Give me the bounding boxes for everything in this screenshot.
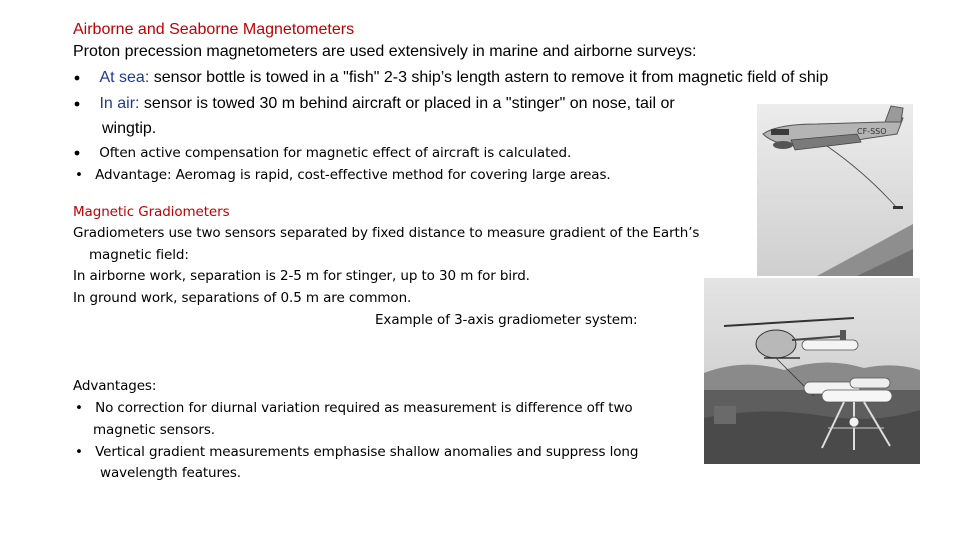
bullet-at-sea [73,67,828,89]
advantage-item-1 [75,398,633,420]
advantage-item-2 [75,442,638,464]
section-title-magnetometers: Airborne and Seaborne Magnetometers [73,21,355,38]
helicopter-gradiometer-image [704,278,920,464]
bullet-in-air [73,93,675,115]
intro-text: Proton precession magnetometers are used extensively in marine and airborne surveys: [73,43,697,60]
gradiometer-line3: In ground work, separations of 0.5 m are common. [73,290,412,306]
bullet-icon [75,75,80,80]
gradiometer-line1: Gradiometers use two sensors separated by fixed distance to measure gradient of the Earth’s [73,225,700,241]
aircraft-tail-number: CF-SSO [857,127,887,136]
aircraft-image [757,104,913,276]
section-title-gradiometers: Magnetic Gradiometers [73,204,230,220]
gradiometer-line2: In airborne work, separation is 2-5 m for stinger, up to 30 m for bird. [73,268,530,284]
advantage-1-cont: magnetic sensors. [93,422,215,438]
in-air-text: sensor is towed 30 m behind aircraft or placed in a "stinger" on nose, tail or [139,95,675,112]
at-sea-text: sensor bottle is towed in a "fish" 2-3 ship’s length astern to remove it from magnetic field of ship [149,69,829,86]
advantage-2-cont: wavelength features. [100,465,241,481]
bullet-icon: • [75,400,83,416]
bullet-advantage-aeromag [75,165,611,187]
bullet-icon: • [75,167,83,183]
bullet-icon [75,151,80,156]
bullet-icon [75,101,80,106]
in-air-label: In air: [99,95,140,112]
bullet-icon: • [75,444,83,460]
gradiometer-caption: Example of 3-axis gradiometer system: [375,312,638,328]
advantages-title: Advantages: [73,378,157,394]
advantage-2-text: Vertical gradient measurements emphasise shallow anomalies and suppress long [95,444,639,460]
gradiometer-photo [704,278,920,464]
bullet-compensation [73,143,571,165]
gradiometer-line1-cont: magnetic field: [89,247,189,263]
compensation-text: Often active compensation for magnetic effect of aircraft is calculated. [99,145,572,161]
aeromag-text: Advantage: Aeromag is rapid, cost-effective method for covering large areas. [95,167,611,183]
in-air-continuation: wingtip. [102,120,157,137]
advantage-1-text: No correction for diurnal variation required as measurement is difference off two [95,400,633,416]
at-sea-label: At sea: [99,69,150,86]
aircraft-photo [757,104,913,276]
